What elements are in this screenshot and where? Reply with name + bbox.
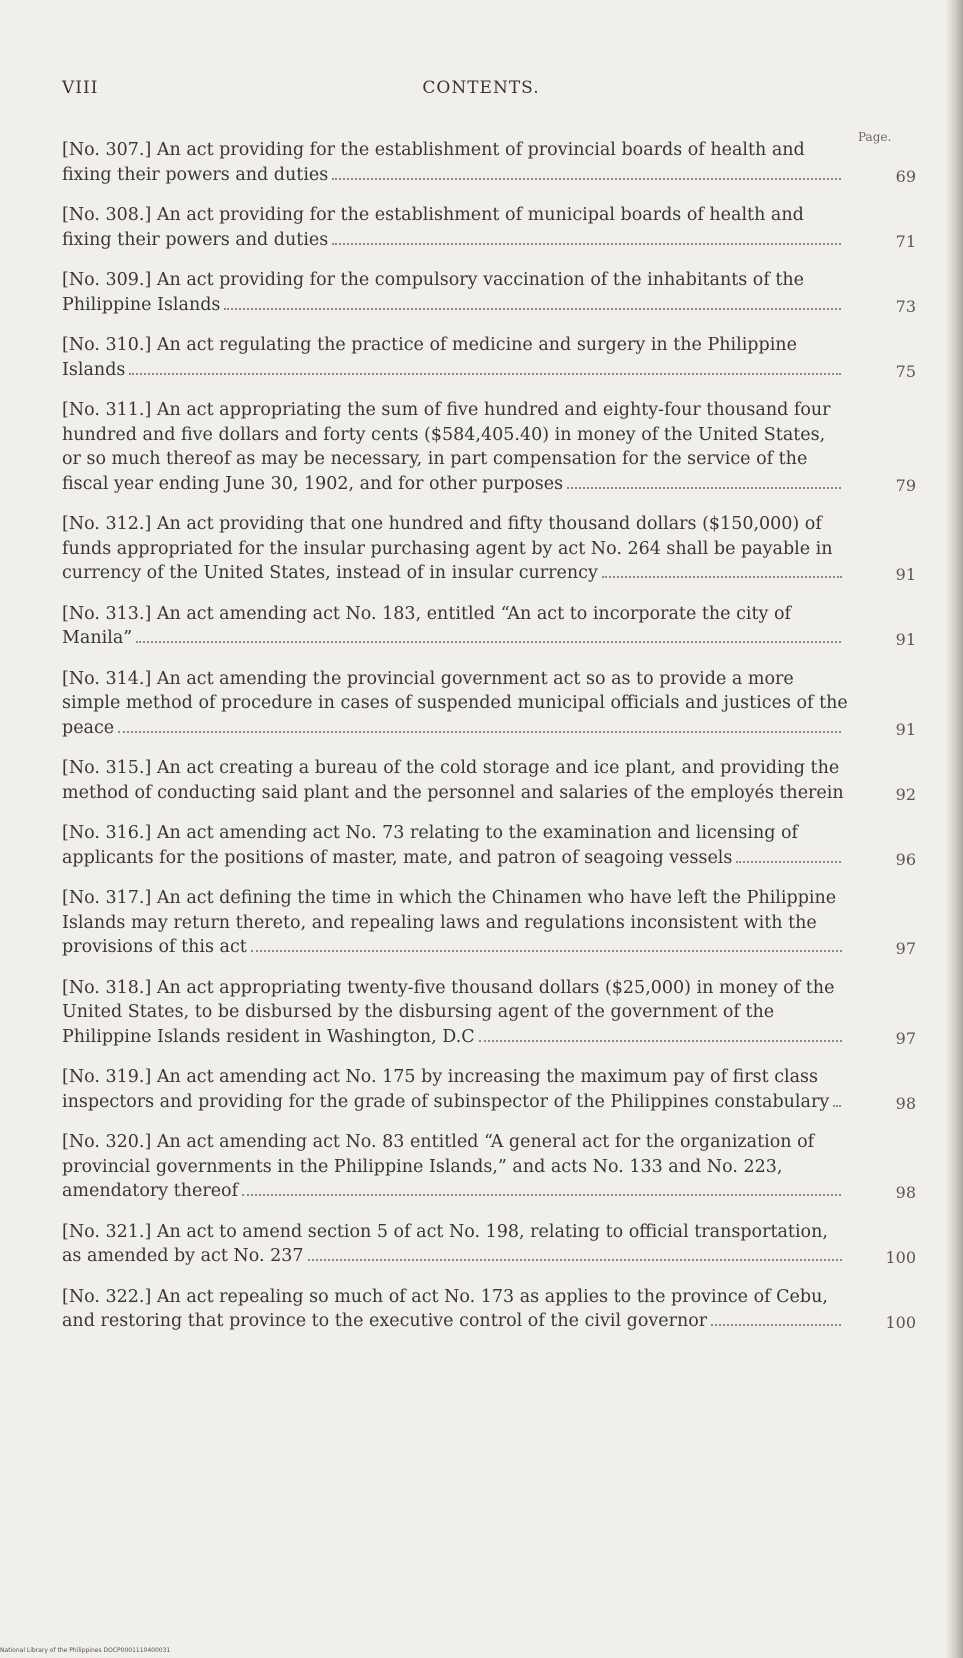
act-number: [No. 307.]	[62, 140, 152, 160]
page-header	[62, 78, 900, 102]
entry-body	[62, 398, 848, 496]
entry-body	[62, 1130, 848, 1204]
page-edge-shadow	[945, 0, 963, 1658]
contents-entry	[62, 203, 922, 252]
contents-entry	[62, 886, 922, 960]
dot-leader	[833, 1103, 841, 1107]
contents-entry	[62, 333, 922, 382]
act-number: [No. 315.]	[62, 758, 152, 778]
entry-body	[62, 821, 848, 870]
act-description: An act amending the provincial government act so as to provide a more simple method of procedure in cases of suspended municipal officials and justices of the peace	[62, 668, 848, 738]
act-description: An act providing for the compulsory vaccination of the inhabitants of the Philippine Islands	[62, 270, 805, 315]
dot-leader	[308, 1257, 842, 1261]
act-number: [No. 316.]	[62, 823, 152, 843]
act-description: An act amending act No. 83 entitled “A general act for the organization of provincial governments in the Philippine Islands,” and acts No. 133 and No. 223, amendatory thereof	[62, 1132, 815, 1201]
entry-body	[62, 203, 848, 252]
dot-leader	[332, 176, 841, 180]
act-number: [No. 318.]	[62, 977, 152, 998]
entry-body	[62, 268, 848, 317]
act-description: An act providing that one hundred and fifty thousand dollars ($150,000) of funds appropriated for the insular purchasing agent by act No. 264 shall be payable in currency of the United States, instead of in insular currency	[62, 514, 833, 583]
page-reference: 92	[895, 784, 916, 804]
page-reference: 91	[895, 719, 916, 739]
contents-entry	[62, 1285, 922, 1334]
contents-entry	[62, 976, 922, 1050]
page-reference: 71	[895, 231, 916, 251]
act-number: [No. 309.]	[62, 270, 152, 290]
contents-entry	[62, 268, 922, 317]
page-reference: 79	[895, 475, 916, 495]
page-reference: 100	[885, 1313, 916, 1332]
page-title: CONTENTS.	[422, 78, 540, 98]
act-number: [No. 320.]	[62, 1132, 152, 1152]
dot-leader	[567, 485, 841, 489]
act-number: [No. 314.]	[62, 668, 152, 689]
dot-leader	[711, 1322, 841, 1326]
act-description: An act appropriating twenty-five thousand dollars ($25,000) in money of the United States, to be disbursed by the disbursing agent of the government of the Philippine Islands resident in Washington, D.C	[62, 977, 835, 1047]
act-number: [No. 317.]	[62, 888, 152, 908]
entry-body	[62, 138, 848, 187]
page-reference: 73	[895, 296, 916, 316]
contents-entry	[62, 1065, 922, 1114]
act-description: An act amending act No. 175 by increasing the maximum pay of first class inspectors and providing for the grade of subinspector of the Philippines constabulary	[62, 1067, 830, 1112]
dot-leader	[332, 241, 841, 245]
entry-body	[62, 1065, 848, 1114]
dot-leader	[129, 371, 841, 375]
page-reference: 69	[895, 166, 916, 186]
entry-body	[62, 602, 848, 651]
contents-entry	[62, 756, 922, 805]
page-reference: 91	[895, 630, 916, 649]
dot-leader	[479, 1038, 842, 1042]
entry-body	[62, 333, 848, 382]
act-number: [No. 312.]	[62, 514, 152, 534]
act-number: [No. 311.]	[62, 400, 152, 420]
act-number: [No. 308.]	[62, 205, 152, 225]
page-number-roman: VIII	[62, 78, 99, 98]
dot-leader	[224, 306, 841, 310]
page-reference: 97	[895, 939, 916, 958]
contents-entry	[62, 602, 922, 651]
act-number: [No. 322.]	[62, 1286, 152, 1307]
entry-body	[62, 756, 848, 805]
page-reference: 98	[895, 1183, 916, 1202]
act-description: An act amending act No. 73 relating to the examination and licensing of applicants for the positions of master, mate, and patron of seagoing vessels	[62, 823, 799, 868]
contents-list	[62, 138, 922, 1350]
entry-body	[62, 886, 848, 960]
page-reference: 75	[895, 361, 916, 381]
act-number: [No. 313.]	[62, 603, 152, 624]
page-reference: 100	[885, 1248, 916, 1267]
act-description: An act creating a bureau of the cold storage and ice plant, and providing the method of conducting said plant and the personnel and salaries of the employés therein	[62, 758, 844, 803]
dot-leader	[602, 574, 842, 578]
page-reference: 97	[895, 1028, 916, 1048]
act-number: [No. 321.]	[62, 1221, 152, 1242]
entry-body	[62, 1220, 848, 1269]
dot-leader	[242, 1192, 841, 1196]
library-footer: National Library of the Philippines DOCP0001110400031	[0, 1647, 171, 1654]
act-number: [No. 319.]	[62, 1067, 152, 1087]
contents-entry	[62, 512, 922, 586]
act-description: An act providing for the establishment of provincial boards of health and fixing their powers and duties	[62, 140, 805, 185]
contents-entry	[62, 1220, 922, 1269]
dot-leader	[118, 729, 841, 733]
page-reference: 96	[895, 849, 916, 869]
act-description: An act to amend section 5 of act No. 198, relating to official transportation, as amended by act No. 237	[62, 1221, 828, 1266]
contents-entry	[62, 821, 922, 870]
page-column-label: Page.	[858, 130, 892, 144]
act-description: An act repealing so much of act No. 173 as applies to the province of Cebu, and restoring that province to the executive control of the civil governor	[62, 1286, 828, 1331]
act-description: An act providing for the establishment of municipal boards of health and fixing their powers and duties	[62, 205, 804, 250]
entry-body	[62, 1285, 848, 1334]
act-description: An act defining the time in which the Chinamen who have left the Philippine Islands may return thereto, and repealing laws and regulations inconsistent with the provisions of this act	[62, 888, 837, 957]
entry-body	[62, 512, 848, 586]
page-reference: 91	[895, 565, 916, 584]
dot-leader	[251, 948, 842, 952]
contents-entry	[62, 398, 922, 496]
dot-leader	[136, 639, 841, 643]
contents-entry	[62, 138, 922, 187]
contents-entry	[62, 1130, 922, 1204]
act-description: An act appropriating the sum of five hundred and eighty-four thousand four hundred and five dollars and forty cents ($584,405.40) in money of the United States, or so much thereof as may be necessary, in part compensation for the service of the fiscal year ending June 30, 1902, and for other purposes	[62, 400, 831, 494]
act-description: An act amending act No. 183, entitled “An act to incorporate the city of Manila”	[62, 603, 791, 648]
act-number: [No. 310.]	[62, 335, 152, 355]
dot-leader	[736, 859, 841, 863]
entry-body	[62, 976, 848, 1050]
act-description: An act regulating the practice of medicine and surgery in the Philippine Islands	[62, 335, 797, 380]
contents-entry	[62, 667, 922, 741]
entry-body	[62, 667, 848, 741]
page-reference: 98	[895, 1093, 916, 1113]
